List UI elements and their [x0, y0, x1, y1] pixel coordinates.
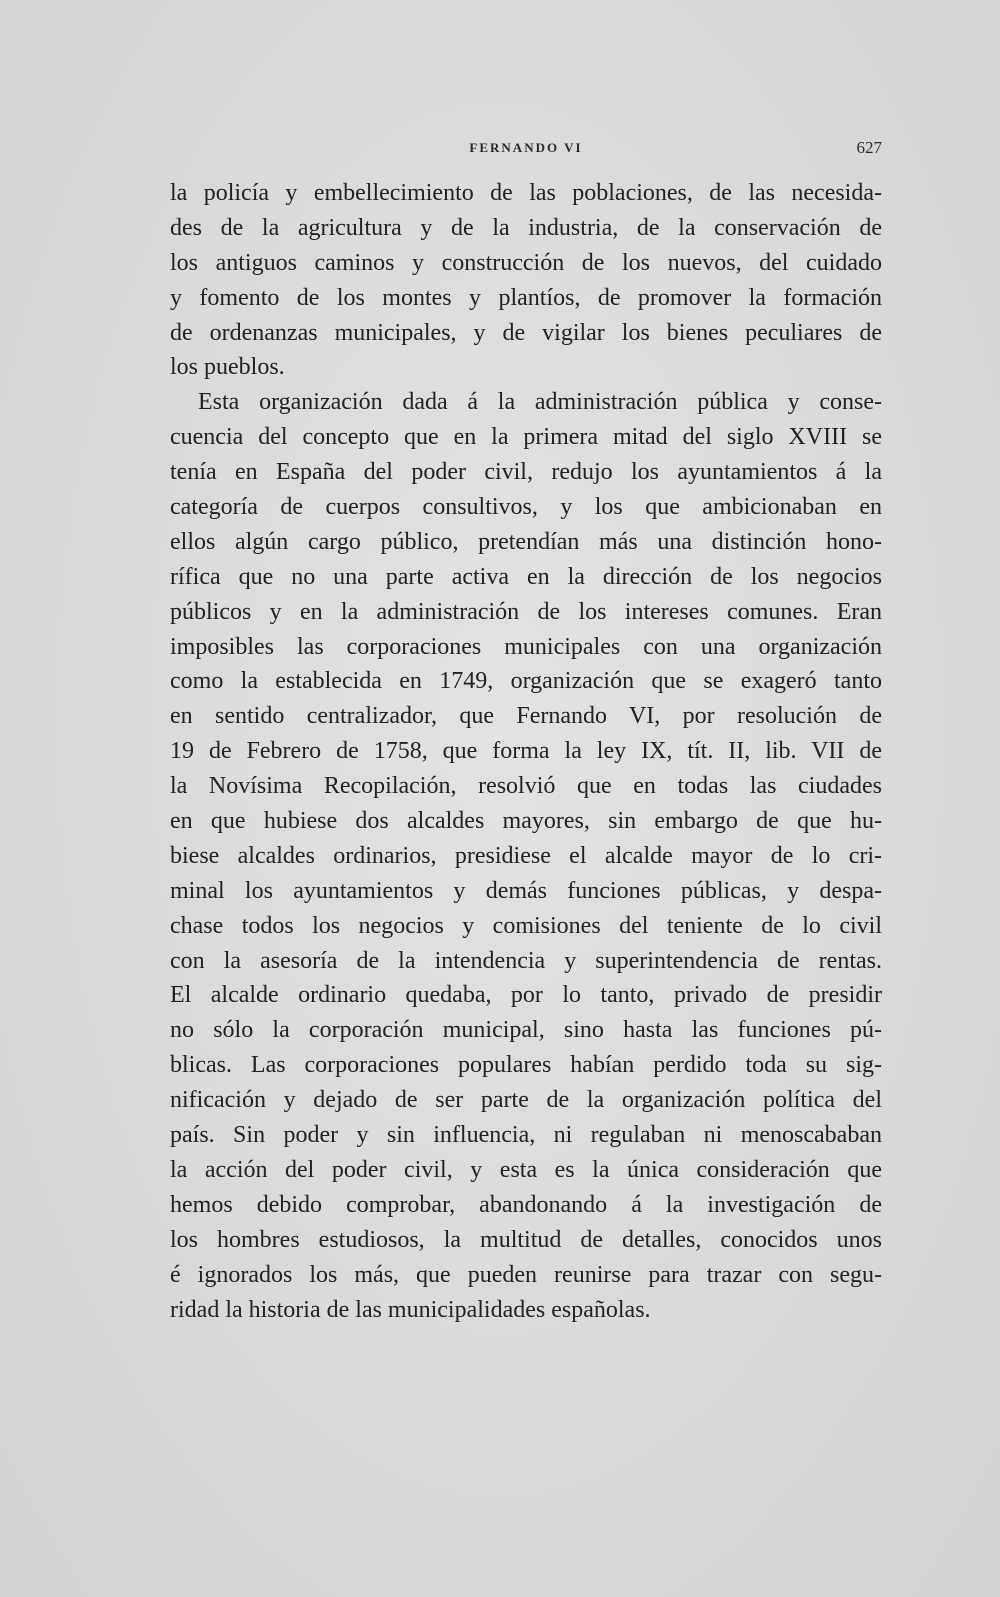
text-line: El alcalde ordinario quedaba, por lo tanto, privado de presidir: [170, 982, 882, 1009]
text-line: de ordenanzas municipales, y de vigilar los bienes peculiares de: [170, 319, 882, 346]
text-line: los pueblos.: [170, 354, 285, 381]
text-line: hemos debido comprobar, abandonando á la investigación de: [170, 1191, 882, 1218]
body-text: [170, 176, 882, 1327]
text-line: tenía en España del poder civil, redujo los ayuntamientos á la: [170, 459, 882, 486]
text-line: la Novísima Recopilación, resolvió que en todas las ciudades: [170, 773, 882, 800]
text-line: públicos y en la administración de los intereses comunes. Eran: [170, 598, 882, 625]
running-head: FERNANDO VI: [469, 140, 583, 155]
text-line: no sólo la corporación municipal, sino hasta las funciones pú-: [170, 1017, 882, 1044]
text-line: en sentido centralizador, que Fernando VI, por resolución de: [170, 703, 882, 730]
text-line: ridad la historia de las municipalidades españolas.: [170, 1296, 651, 1323]
text-line: los hombres estudiosos, la multitud de detalles, conocidos unos: [170, 1226, 882, 1253]
text-line: minal los ayuntamientos y demás funciones públicas, y despa-: [170, 877, 882, 904]
text-line: blicas. Las corporaciones populares habían perdido toda su sig-: [170, 1052, 882, 1079]
text-line: como la establecida en 1749, organización que se exageró tanto: [170, 668, 882, 695]
text-line: Esta organización dada á la administración pública y conse-: [198, 389, 882, 416]
text-line: los antiguos caminos y construcción de los nuevos, del cuidado: [170, 249, 882, 276]
text-line: categoría de cuerpos consultivos, y los que ambicionaban en: [170, 494, 882, 521]
text-line: biese alcaldes ordinarios, presidiese el alcalde mayor de lo cri-: [170, 842, 882, 869]
text-line: des de la agricultura y de la industria, de la conservación de: [170, 214, 882, 241]
page-number: 627: [856, 138, 882, 157]
text-line: nificación y dejado de ser parte de la organización política del: [170, 1087, 882, 1114]
text-line: país. Sin poder y sin influencia, ni regulaban ni menoscababan: [170, 1122, 882, 1149]
text-line: en que hubiese dos alcaldes mayores, sin embargo de que hu-: [170, 808, 882, 835]
text-line: 19 de Febrero de 1758, que forma la ley IX, tít. II, lib. VII de: [170, 738, 882, 765]
page-header: [170, 140, 882, 164]
text-line: la policía y embellecimiento de las poblaciones, de las necesida-: [170, 180, 882, 206]
text-line: é ignorados los más, que pueden reunirse para trazar con segu-: [170, 1261, 882, 1288]
text-line: con la asesoría de la intendencia y superintendencia de rentas.: [170, 947, 882, 974]
text-line: imposibles las corporaciones municipales con una organización: [170, 633, 882, 660]
text-line: cuencia del concepto que en la primera mitad del siglo XVIII se: [170, 424, 882, 451]
text-line: la acción del poder civil, y esta es la única consideración que: [170, 1156, 882, 1183]
text-line: rífica que no una parte activa en la dirección de los negocios: [170, 563, 882, 590]
text-line: ellos algún cargo público, pretendían más una distinción hono-: [170, 528, 882, 555]
text-line: y fomento de los montes y plantíos, de promover la formación: [170, 284, 882, 311]
text-line: chase todos los negocios y comisiones del teniente de lo civil: [170, 912, 882, 939]
